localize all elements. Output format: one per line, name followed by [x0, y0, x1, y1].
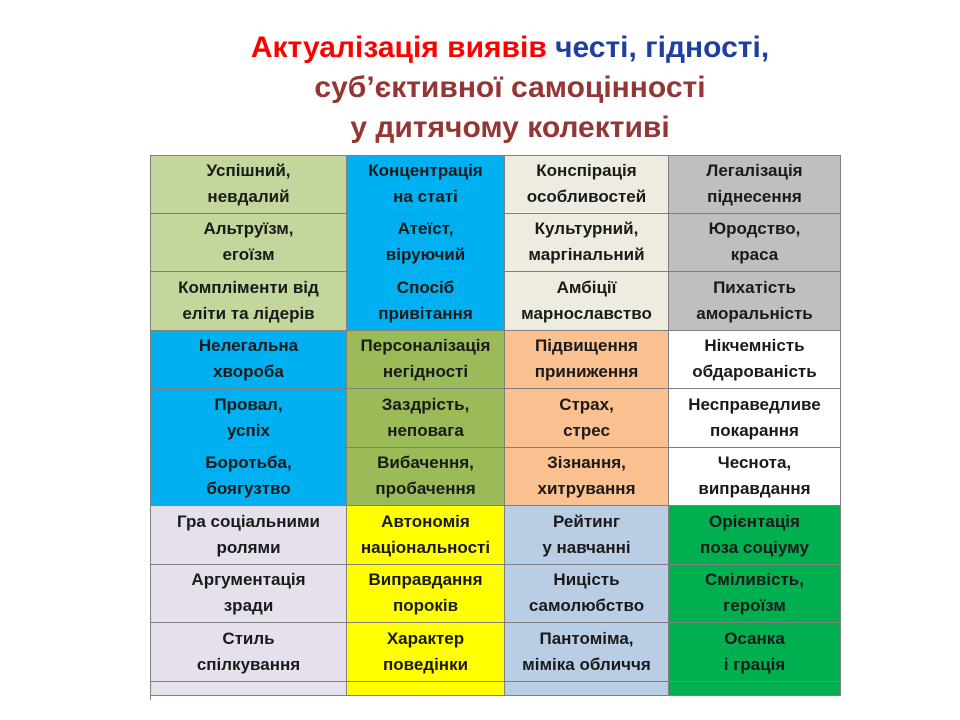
table-cell: Рейтинг у навчанні: [505, 506, 669, 565]
title-line-2: суб’єктивної самоцінності: [314, 71, 706, 104]
table-cell: Сміливість, героїзм: [669, 565, 841, 624]
table-cell: Амбіції марнославство: [505, 272, 669, 331]
concept-table: [150, 155, 841, 700]
table-cell: Нікчемність обдарованість: [669, 331, 841, 390]
table-cell: Автономія національності: [347, 506, 505, 565]
table-cell: [151, 682, 347, 696]
table-cell: [347, 682, 505, 696]
table-cell: Пихатість аморальність: [669, 272, 841, 331]
table-row: [151, 448, 841, 507]
table-cell: Нелегальна хвороба: [151, 331, 347, 390]
table-cell: Аргументація зради: [151, 565, 347, 624]
table-cell: Страх, стрес: [505, 389, 669, 448]
table-row: [151, 506, 841, 565]
table-row: [151, 623, 841, 682]
table-row: [151, 565, 841, 624]
table-cell: Стиль спілкування: [151, 623, 347, 682]
table-row: [151, 155, 841, 214]
table-cell: Спосіб привітання: [347, 272, 505, 331]
table-cell: Боротьба, боягузтво: [151, 448, 347, 507]
table-cell: Гра соціальними ролями: [151, 506, 347, 565]
table-cell: Пантоміма, міміка обличчя: [505, 623, 669, 682]
title-line-1: [30, 28, 960, 68]
table-cell: Ницість самолюбство: [505, 565, 669, 624]
table-cell: Чеснота, виправдання: [669, 448, 841, 507]
table-cell: Концентрація на статі: [347, 155, 505, 214]
table-cell: Осанка і грація: [669, 623, 841, 682]
table-cell: Орієнтація поза соціуму: [669, 506, 841, 565]
table-row: [151, 331, 841, 390]
table-cell: [505, 682, 669, 696]
table-cell: Компліменти від еліти та лідерів: [151, 272, 347, 331]
table-row: [151, 389, 841, 448]
table-row: [151, 682, 841, 696]
table-cell: Юродство, краса: [669, 214, 841, 273]
table-cell: Культурний, маргінальний: [505, 214, 669, 273]
table-cell: Легалізація піднесення: [669, 155, 841, 214]
table-cell: Вибачення, пробачення: [347, 448, 505, 507]
table-cell: Успішний, невдалий: [151, 155, 347, 214]
title-part-red: Актуалізація виявів: [250, 31, 556, 64]
title-part-blue: честі, гідності,: [555, 31, 770, 64]
table-cell: Виправдання пороків: [347, 565, 505, 624]
table-cell: Заздрість, неповага: [347, 389, 505, 448]
table-row: [151, 272, 841, 331]
slide-title: [30, 28, 960, 148]
table-cell: Підвищення приниження: [505, 331, 669, 390]
table-cell: Несправедливе покарання: [669, 389, 841, 448]
table-cell: Атеїст, віруючий: [347, 214, 505, 273]
table-cell: Характер поведінки: [347, 623, 505, 682]
table-cell: Конспірація особливостей: [505, 155, 669, 214]
table-cell: Провал, успіх: [151, 389, 347, 448]
table-cell: Альтруїзм, егоїзм: [151, 214, 347, 273]
table-cell: [669, 682, 841, 696]
table-row: [151, 214, 841, 273]
title-line-3: у дитячому колективі: [350, 111, 670, 144]
table-cell: Персоналізація негідності: [347, 331, 505, 390]
table-cell: Зізнання, хитрування: [505, 448, 669, 507]
